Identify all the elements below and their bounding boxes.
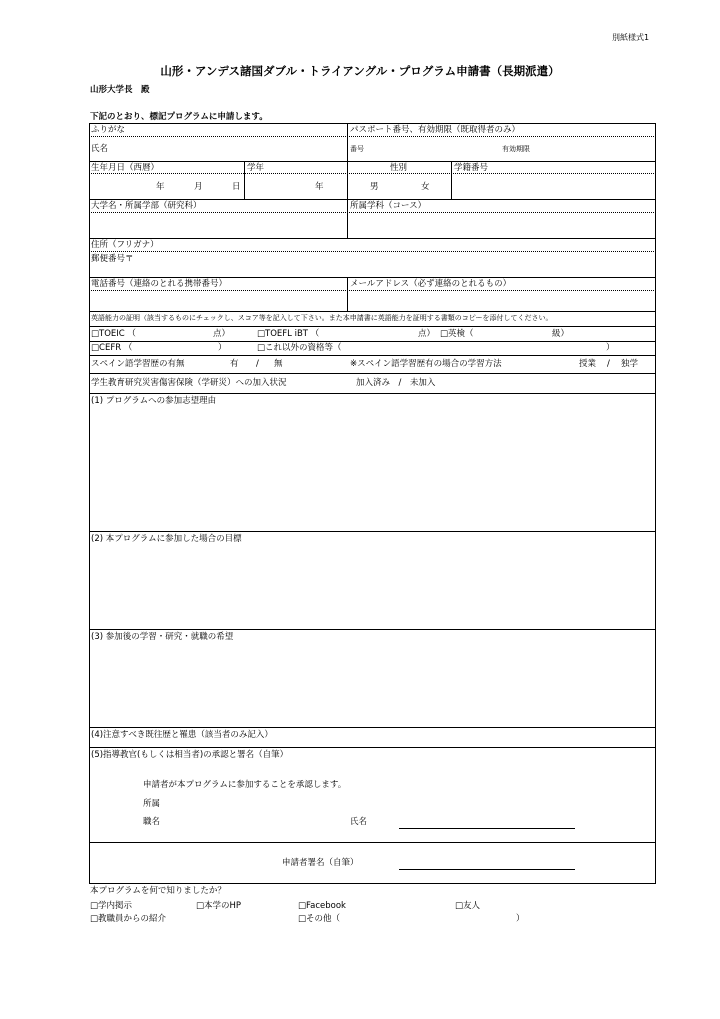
postal-code-label: 郵便番号〒 <box>91 254 134 264</box>
position-label: 職名 <box>143 817 161 827</box>
email-label: メールアドレス（必ず連絡のとれるもの） <box>350 279 512 289</box>
university-label: 大学名・所属学部（研究科） <box>91 201 202 211</box>
toeic-checkbox[interactable]: □TOEIC （ <box>91 329 136 339</box>
source-other-close: ） <box>516 914 525 924</box>
department-label: 所属学科（コース） <box>350 201 427 211</box>
q1-motivation-label: (1) プログラムへの参加志望理由 <box>91 396 217 406</box>
applicant-signature-label: 申請者署名（自筆） <box>282 858 359 868</box>
source-hp-checkbox[interactable]: □本学のHP <box>196 901 242 911</box>
q2-goals-label: (2) 本プログラムに参加した場合の目標 <box>91 534 242 544</box>
intro-text: 下記のとおり、標記プログラムに申請します。 <box>90 112 268 122</box>
gender-male-option[interactable]: 男 <box>370 182 379 192</box>
passport-expiry-label: 有効期限 <box>502 145 530 153</box>
method-class-option[interactable]: 授業 <box>579 359 597 369</box>
q3-future-plans-label: (3) 参加後の学習・研究・就職の希望 <box>91 632 234 642</box>
english-proof-note: 英語能力の証明（該当するものにチェックし、スコア等を記入して下さい。また本申請書に英語能力を証明する書類のコピーを添付してください。 <box>91 314 553 322</box>
other-qualification-checkbox[interactable]: □これ以外の資格等（ <box>257 343 342 353</box>
name-label: 氏名 <box>91 144 109 154</box>
q4-medical-history-label: (4)注意すべき既往歴と罹患（該当者のみ記入） <box>91 730 273 740</box>
q5-supervisor-approval-label: (5)指導教官(もしくは相当者)の承認と署名（自筆） <box>91 750 289 760</box>
phone-label: 電話番号（連絡のとれる携帯番号） <box>91 279 228 289</box>
grade-label: 学年 <box>247 163 265 173</box>
spanish-yes-option[interactable]: 有 <box>230 359 239 369</box>
form-id: 別紙様式1 <box>612 33 650 42</box>
other-qualification-close: ） <box>606 343 615 353</box>
signer-signature-line[interactable] <box>399 828 575 829</box>
birth-year-unit: 年 <box>156 182 165 192</box>
insurance-label: 学生教育研究災害傷害保険（学研災）への加入状況 <box>91 378 287 388</box>
grade-year-unit: 年 <box>315 182 324 192</box>
address-label: 住所（フリガナ） <box>91 240 159 250</box>
birth-month-unit: 月 <box>194 182 203 192</box>
affiliation-label: 所属 <box>143 799 161 809</box>
gender-female-option[interactable]: 女 <box>421 182 430 192</box>
eiken-checkbox[interactable]: □英検（ <box>440 329 474 339</box>
toefl-points-unit: 点） <box>418 329 436 339</box>
gender-label: 性別 <box>390 163 408 173</box>
student-id-label: 学籍番号 <box>454 163 489 173</box>
spanish-slash: / <box>256 359 259 369</box>
applicant-signature-line[interactable] <box>399 869 575 870</box>
birthdate-label: 生年月日（西暦） <box>91 163 160 173</box>
eiken-grade-unit: 級） <box>552 329 570 339</box>
furigana-label: ふりがな <box>91 125 126 135</box>
passport-number-label: 番号 <box>350 145 364 153</box>
cefr-checkbox[interactable]: □CEFR （ <box>91 343 133 353</box>
source-friend-checkbox[interactable]: □友人 <box>455 901 481 911</box>
approval-statement: 申請者が本プログラムに参加することを承認します。 <box>143 780 347 790</box>
insurance-status-options[interactable]: 加入済み / 未加入 <box>356 378 436 388</box>
source-campus-checkbox[interactable]: □学内掲示 <box>90 901 133 911</box>
source-staff-checkbox[interactable]: □教職員からの紹介 <box>90 914 167 924</box>
spanish-no-option[interactable]: 無 <box>274 359 283 369</box>
form-title: 山形・アンデス諸国ダブル・トライアングル・プログラム申請書（長期派遣） <box>160 64 560 78</box>
signer-name-label: 氏名 <box>350 817 368 827</box>
addressee: 山形大学長 殿 <box>90 85 150 95</box>
birth-day-unit: 日 <box>232 182 241 192</box>
spanish-history-label: スペイン語学習歴の有無 <box>91 359 185 369</box>
cefr-close: ） <box>218 343 227 353</box>
how-known-question: 本プログラムを何で知りましたか？ <box>90 886 226 896</box>
source-other-checkbox[interactable]: □その他（ <box>298 914 341 924</box>
spanish-method-label: ※スペイン語学習歴有の場合の学習方法 <box>350 359 502 369</box>
passport-label: パスポート番号、有効期限（既取得者のみ） <box>350 125 521 135</box>
toeic-points-unit: 点） <box>213 329 231 339</box>
source-facebook-checkbox[interactable]: □Facebook <box>298 901 346 911</box>
method-self-option[interactable]: 独学 <box>621 359 639 369</box>
method-slash: / <box>607 359 610 369</box>
toefl-checkbox[interactable]: □TOEFL iBT （ <box>257 329 320 339</box>
